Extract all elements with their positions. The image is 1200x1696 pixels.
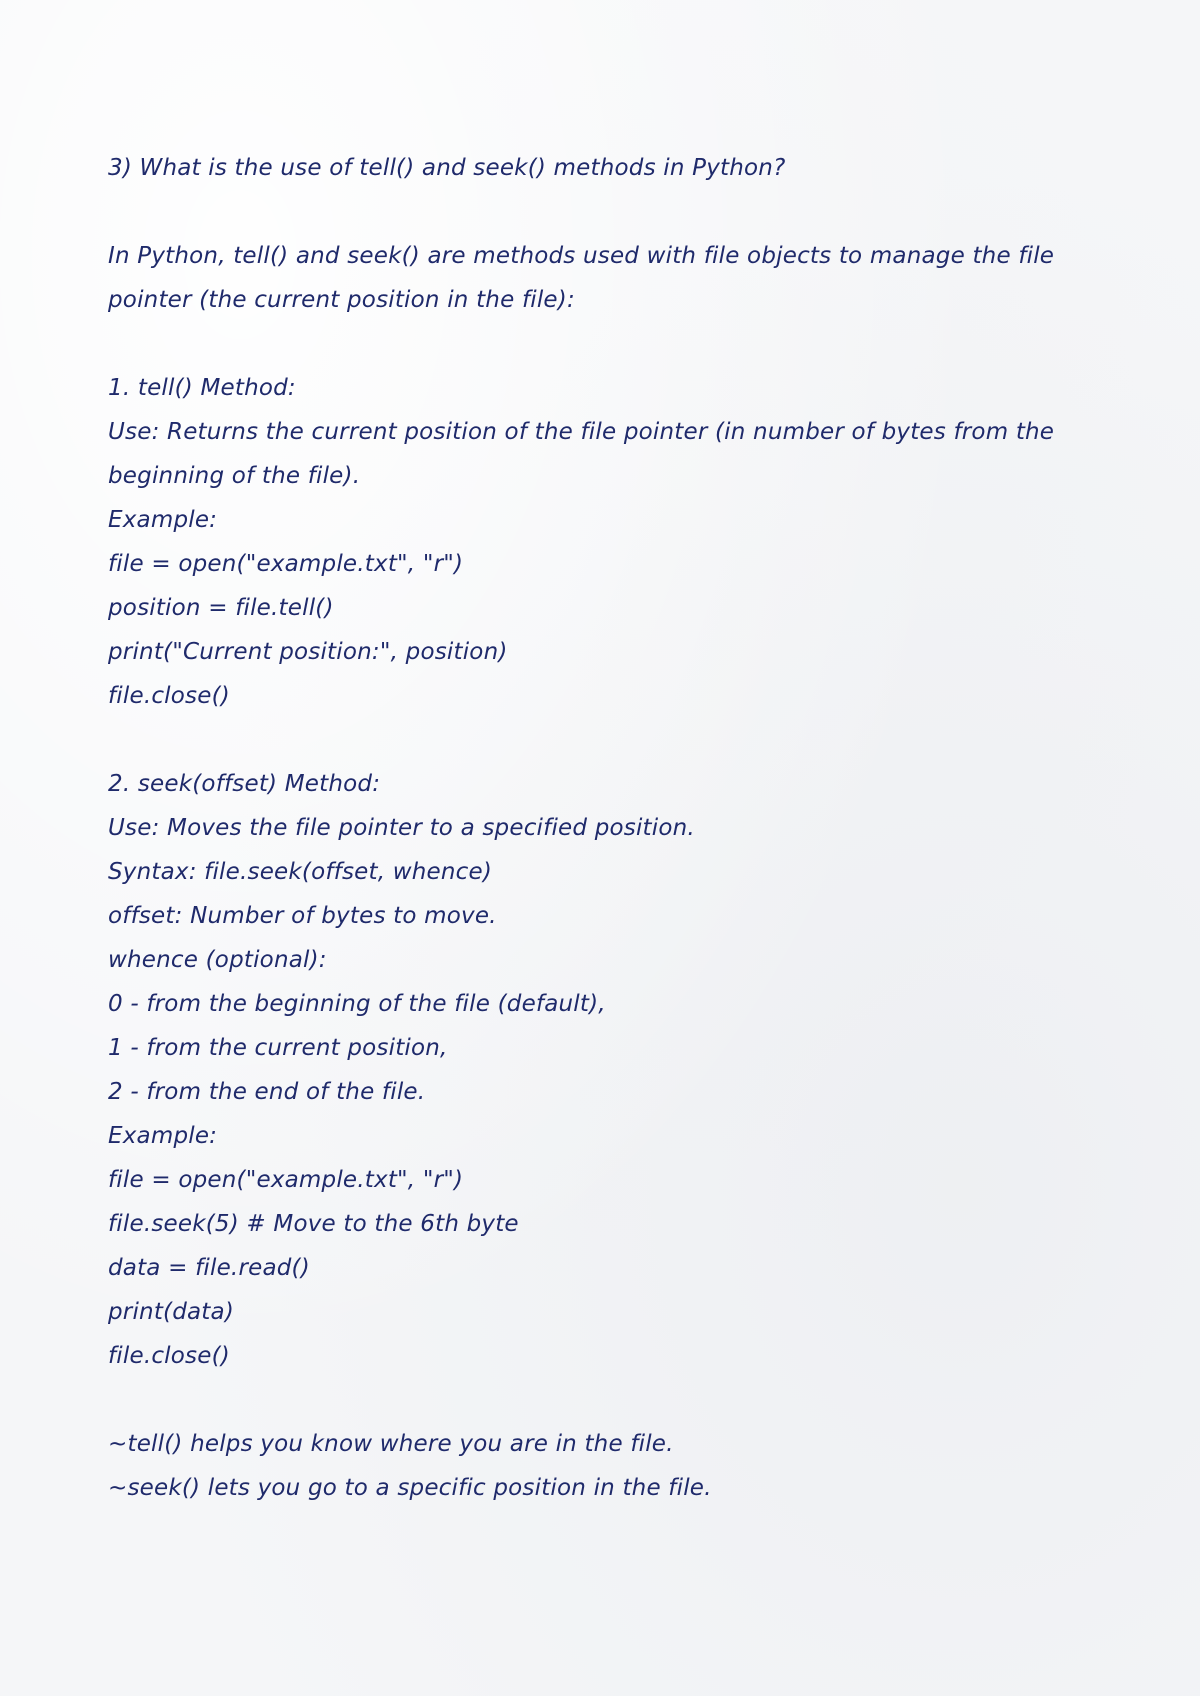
seek-whence-label: whence (optional): (108, 947, 327, 973)
note-content (108, 146, 1148, 1510)
seek-whence-option: 1 - from the current position, (108, 1035, 448, 1061)
tell-code-line: print("Current position:", position) (108, 639, 508, 665)
tell-example-label: Example: (108, 507, 218, 533)
summary-line: ~tell() helps you know where you are in the file. (108, 1431, 674, 1457)
tell-use-line: beginning of the file). (108, 463, 361, 489)
spacer (108, 1378, 1148, 1422)
seek-whence-option: 2 - from the end of the file. (108, 1079, 426, 1105)
summary-line: ~seek() lets you go to a specific position in the file. (108, 1475, 712, 1501)
seek-example-label: Example: (108, 1123, 218, 1149)
seek-code-line: file.close() (108, 1343, 230, 1369)
tell-use-line: Use: Returns the current position of the file pointer (in number of bytes from the (108, 419, 1055, 445)
intro-line: In Python, tell() and seek() are methods used with file objects to manage the file (108, 243, 1055, 269)
intro-line: pointer (the current position in the file): (108, 287, 575, 313)
seek-code-line: print(data) (108, 1299, 234, 1325)
seek-offset: offset: Number of bytes to move. (108, 903, 497, 929)
seek-code-line: file = open("example.txt", "r") (108, 1167, 464, 1193)
tell-code-line: position = file.tell() (108, 595, 334, 621)
seek-code-line: file.seek(5) # Move to the 6th byte (108, 1211, 519, 1237)
spacer (108, 190, 1148, 234)
spacer (108, 718, 1148, 762)
tell-code-line: file = open("example.txt", "r") (108, 551, 464, 577)
seek-syntax: Syntax: file.seek(offset, whence) (108, 859, 493, 885)
tell-code-line: file.close() (108, 683, 230, 709)
spacer (108, 322, 1148, 366)
seek-use: Use: Moves the file pointer to a specified position. (108, 815, 695, 841)
seek-whence-option: 0 - from the beginning of the file (default), (108, 991, 606, 1017)
seek-heading: 2. seek(offset) Method: (108, 771, 381, 797)
tell-heading: 1. tell() Method: (108, 375, 296, 401)
question-heading: 3) What is the use of tell() and seek() methods in Python? (108, 155, 786, 181)
seek-code-line: data = file.read() (108, 1255, 310, 1281)
